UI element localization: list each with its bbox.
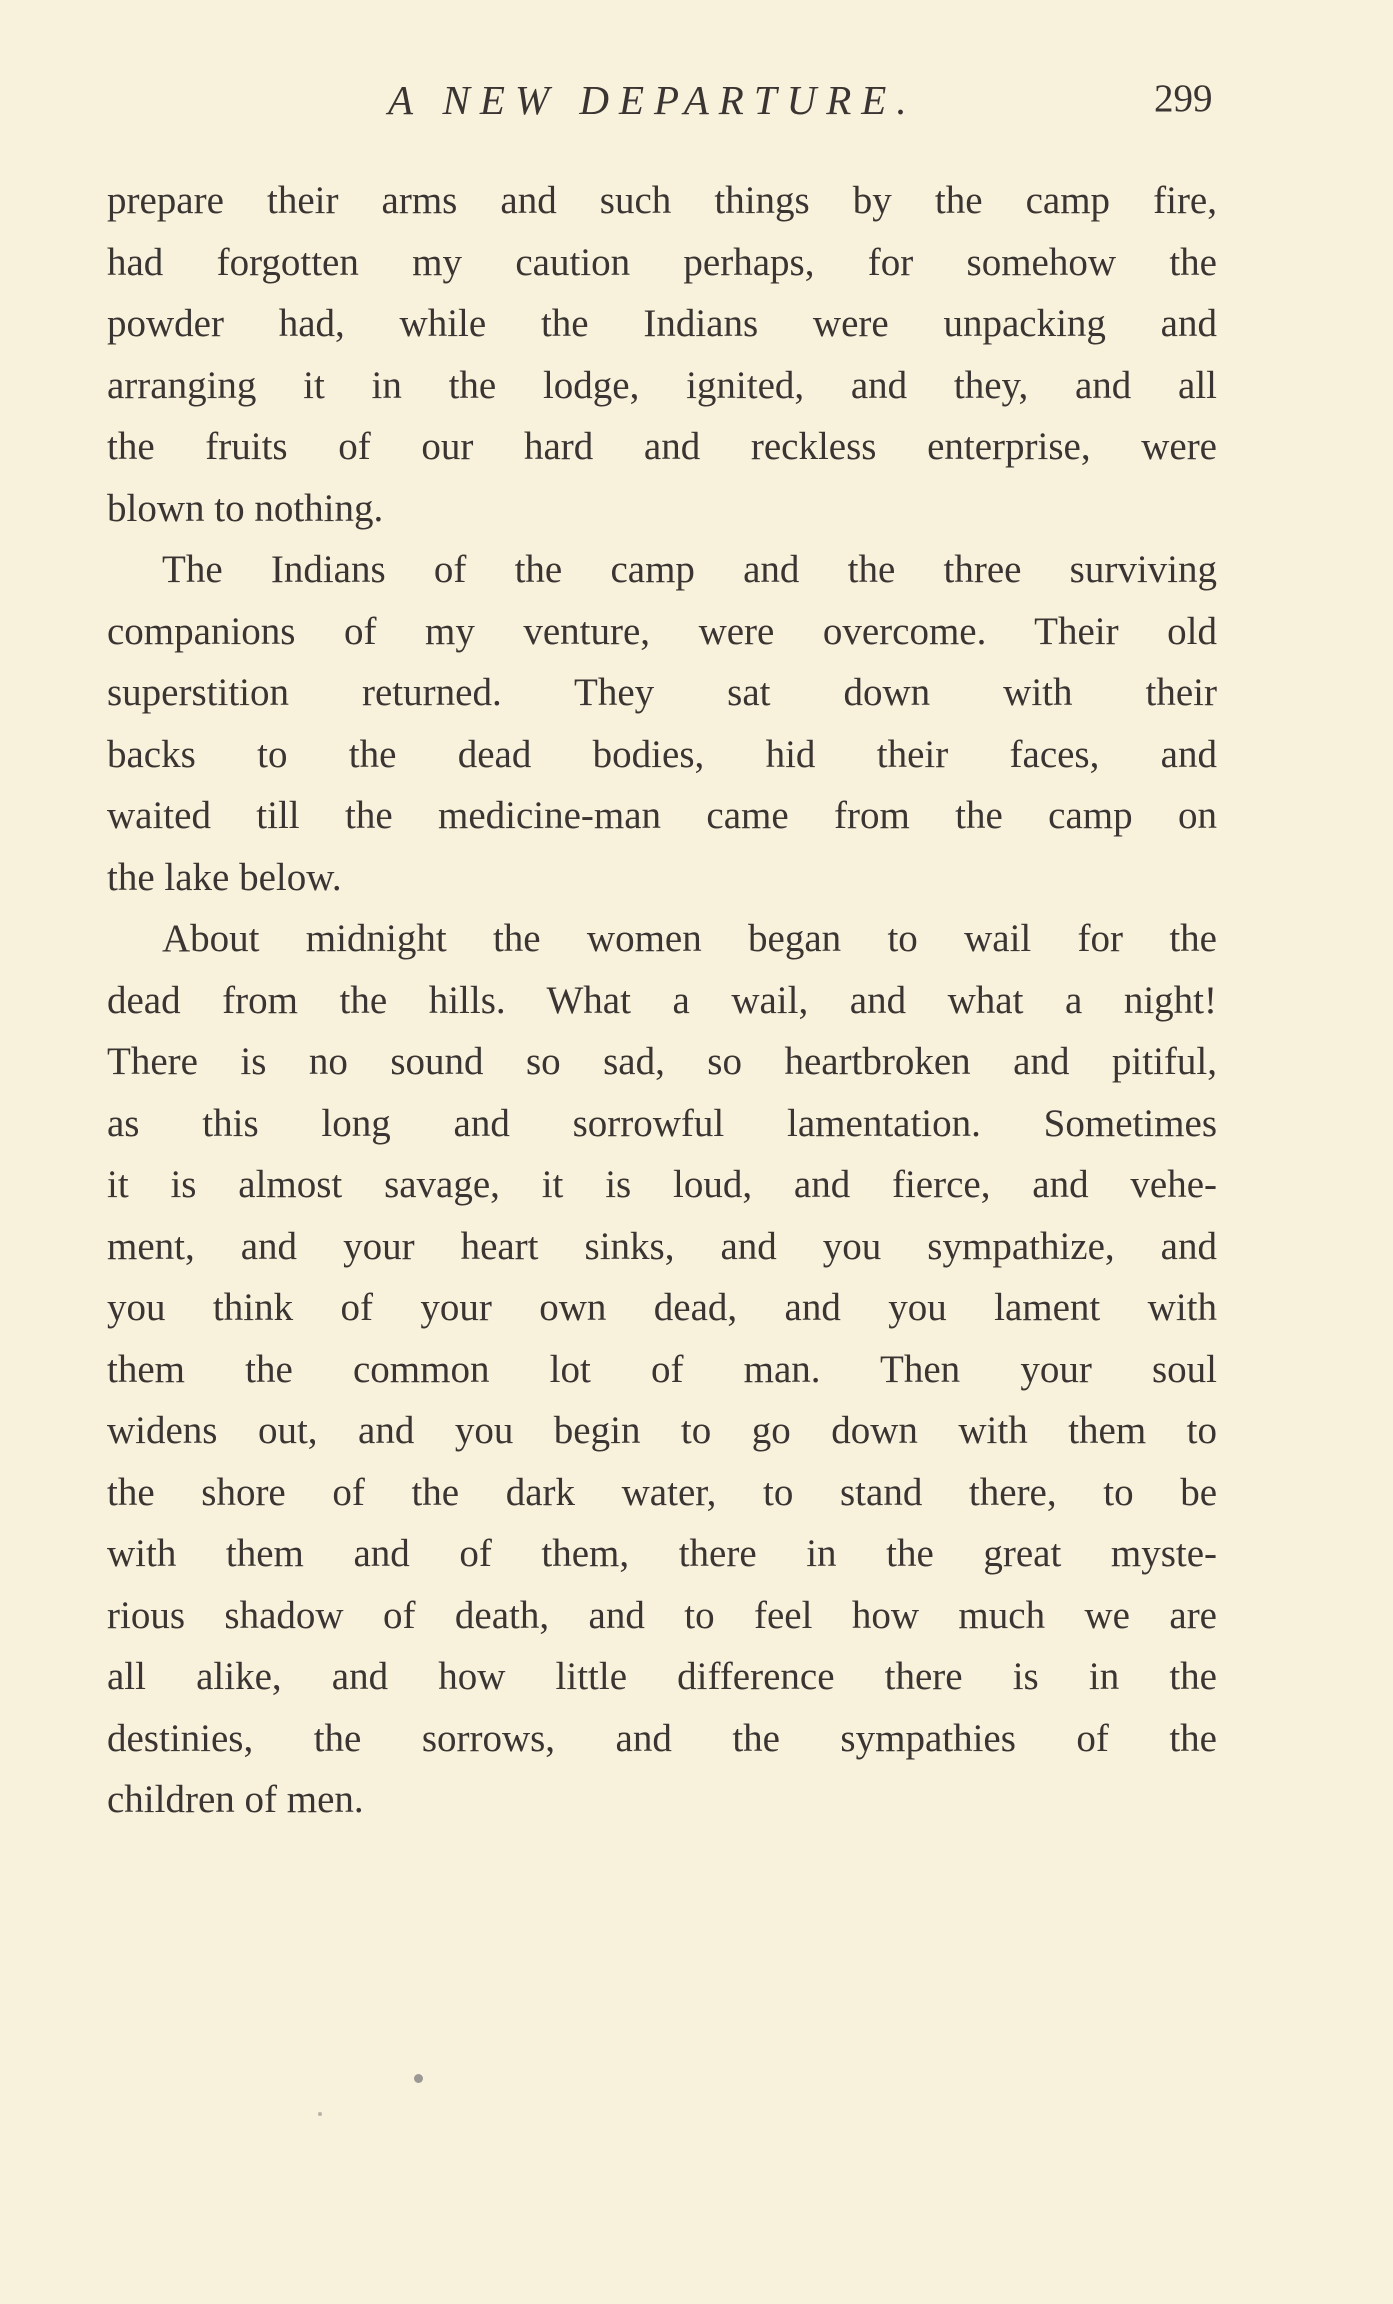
text-line: the lake below.: [107, 855, 342, 899]
text-line: There is no sound so sad, so heartbroken and pitiful,: [107, 1040, 1217, 1083]
text-line: About midnight the women began to wail for the: [162, 917, 1217, 960]
text-line: destinies, the sorrows, and the sympathies of the: [107, 1716, 1217, 1760]
page-number: 299: [1154, 77, 1213, 120]
text-line: The Indians of the camp and the three surviving: [162, 548, 1217, 591]
text-line: them the common lot of man. Then your soul: [107, 1347, 1217, 1391]
text-line: powder had, while the Indians were unpacking and: [107, 302, 1217, 345]
text-line: with them and of them, there in the great myste-: [107, 1532, 1217, 1575]
paragraph-1: [107, 170, 1217, 539]
text-line: as this long and sorrowful lamentation. Sometimes: [107, 1101, 1217, 1145]
text-line: blown to nothing.: [107, 486, 384, 530]
paper-speck: [414, 2074, 423, 2083]
text-line: ment, and your heart sinks, and you sympathize, and: [107, 1224, 1217, 1268]
paper-speck: [318, 2112, 322, 2116]
text-line: all alike, and how little difference there is in the: [107, 1655, 1217, 1698]
text-line: widens out, and you begin to go down with them to: [107, 1409, 1217, 1452]
text-line: waited till the medicine-man came from the camp on: [107, 794, 1217, 837]
text-line: you think of your own dead, and you lament with: [107, 1286, 1217, 1329]
text-line: had forgotten my caution perhaps, for somehow the: [107, 240, 1217, 284]
paragraph-2: [107, 539, 1217, 908]
text-line: companions of my venture, were overcome. Their old: [107, 609, 1217, 653]
text-line: children of men.: [107, 1778, 364, 1821]
text-line: dead from the hills. What a wail, and what a night!: [107, 978, 1217, 1022]
paragraph-3: [107, 908, 1217, 1831]
text-line: rious shadow of death, and to feel how much we are: [107, 1593, 1217, 1637]
text-line: the fruits of our hard and reckless enterprise, were: [107, 425, 1217, 468]
text-line: superstition returned. They sat down with their: [107, 671, 1217, 714]
text-line: it is almost savage, it is loud, and fierce, and vehe-: [107, 1163, 1217, 1206]
text-line: prepare their arms and such things by the camp fire,: [107, 179, 1217, 222]
text-line: backs to the dead bodies, hid their faces, and: [107, 732, 1217, 776]
body-text: [107, 170, 1217, 1831]
text-line: arranging it in the lodge, ignited, and they, and all: [107, 363, 1217, 407]
text-line: the shore of the dark water, to stand there, to be: [107, 1470, 1217, 1514]
running-title: A NEW DEPARTURE.: [388, 77, 917, 123]
running-head: [0, 76, 1393, 126]
